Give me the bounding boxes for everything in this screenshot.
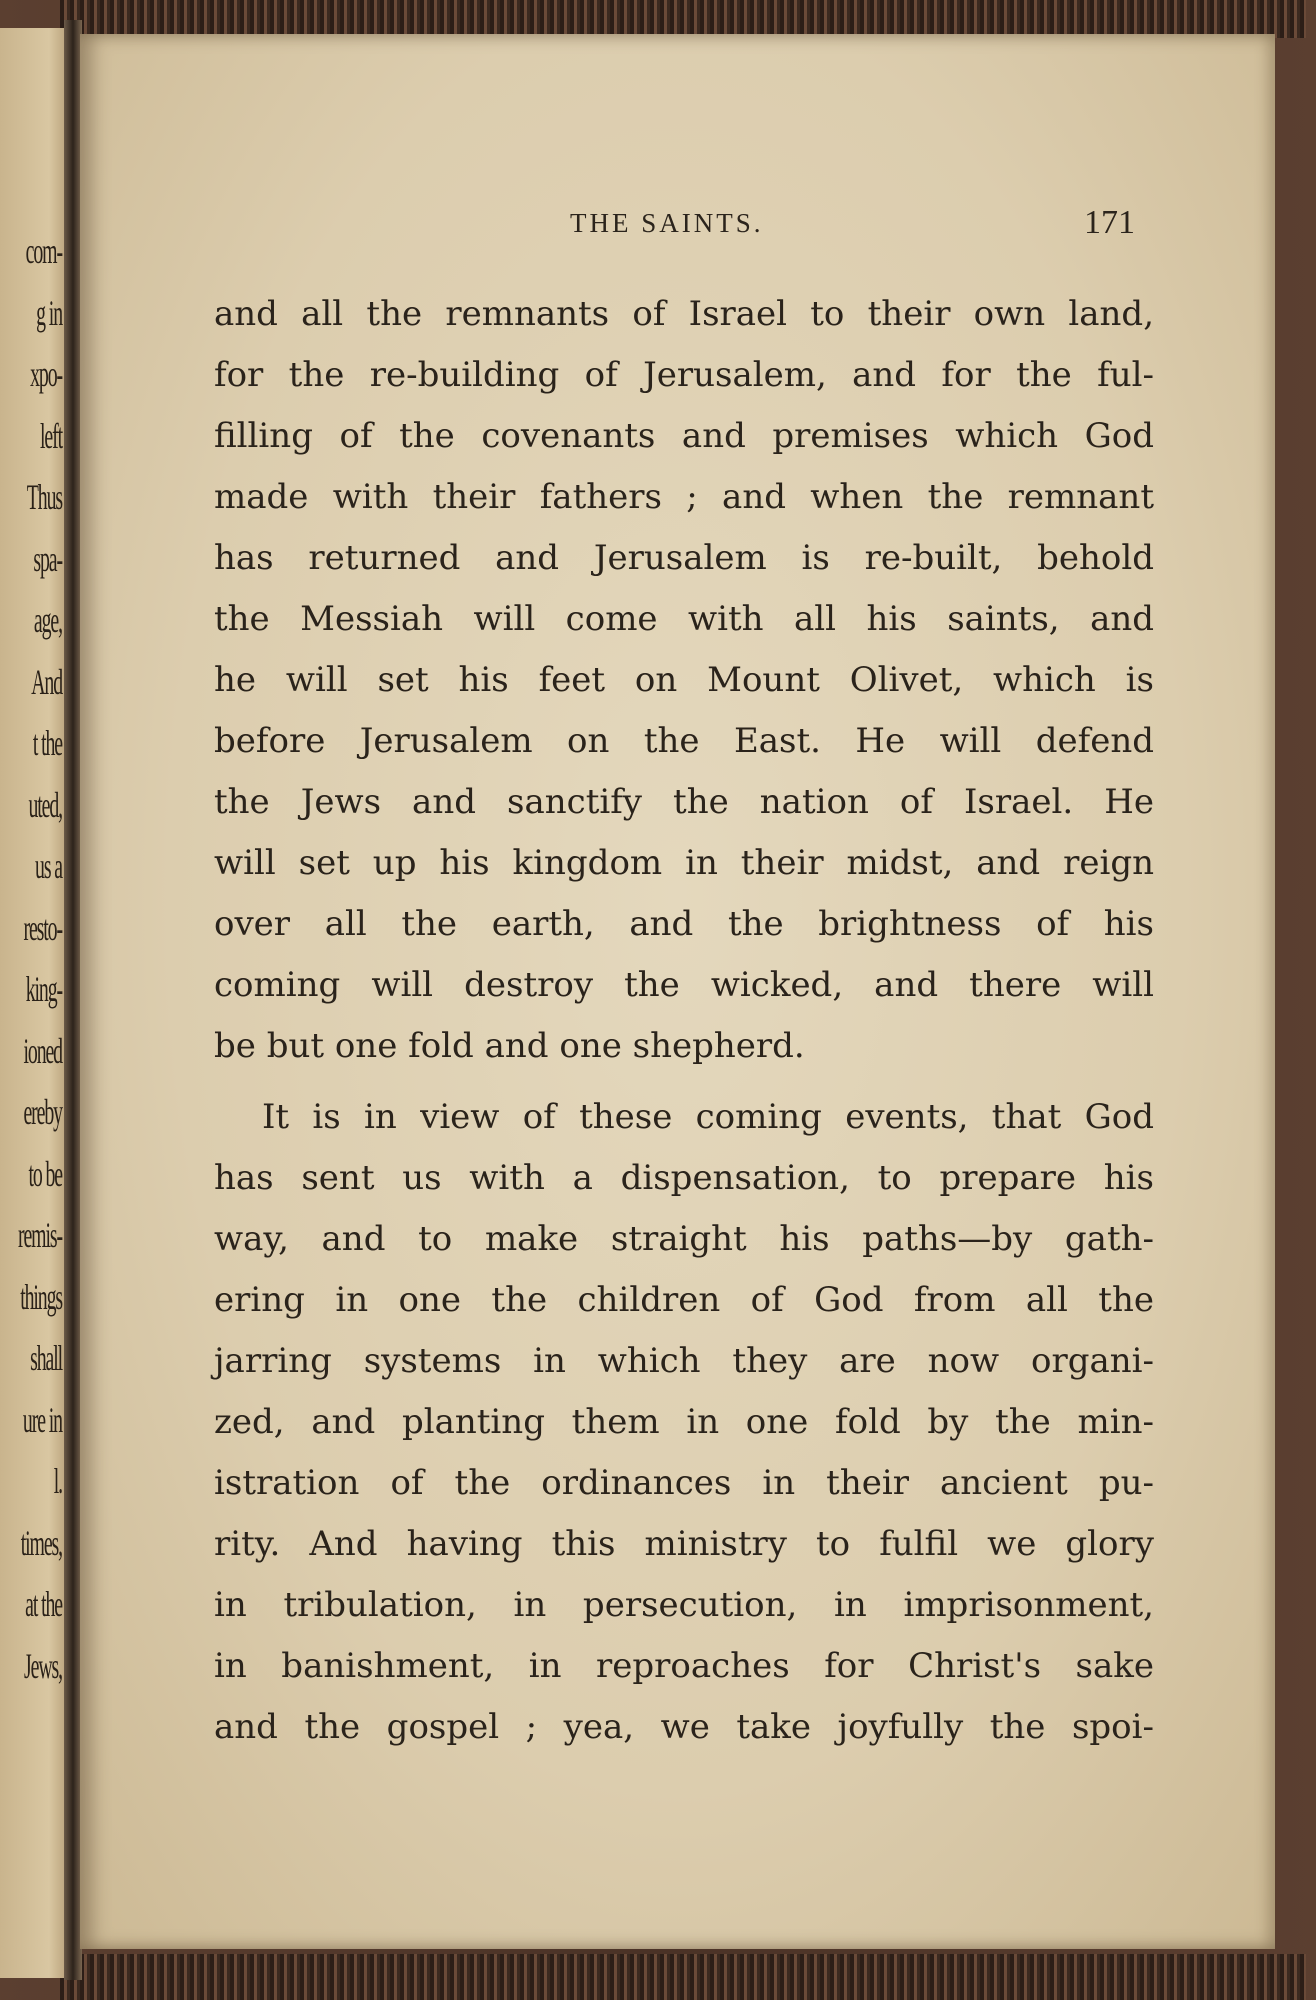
previous-page-text-fragment: uted,	[28, 784, 62, 825]
previous-page-text-fragment: shall	[30, 1338, 62, 1378]
text-line: the Messiah will come with all his saints, and	[214, 599, 1154, 639]
previous-page-text-fragment: us a	[35, 846, 62, 886]
previous-page-text-fragment: Thus	[26, 477, 62, 517]
previous-page-text-fragment: age,	[33, 600, 62, 640]
previous-page-text-fragment: ereby	[23, 1092, 62, 1132]
text-line: way, and to make straight his paths—by gath-	[214, 1219, 1154, 1259]
previous-page-text-fragment: ure in	[22, 1399, 62, 1440]
previous-page-text-fragment: resto-	[23, 907, 62, 948]
body-text	[214, 284, 1154, 1758]
text-line: in banishment, in reproaches for Christ's sake	[214, 1646, 1154, 1686]
previous-page-text-fragment: remis-	[18, 1215, 62, 1255]
running-head: THE SAINTS.	[570, 208, 764, 238]
previous-page-text-fragment: left	[40, 415, 62, 456]
text-line: will set up his kingdom in their midst, and reign	[214, 843, 1154, 883]
previous-page-text-fragment: l.	[53, 1461, 62, 1501]
text-line: before Jerusalem on the East. He will defend	[214, 721, 1154, 761]
previous-page-text-fragment: g in	[36, 292, 62, 333]
text-line: ering in one the children of God from all the	[214, 1280, 1154, 1320]
text-line: istration of the ordinances in their ancient pu-	[214, 1463, 1154, 1503]
text-line: has sent us with a dispensation, to prepare his	[214, 1158, 1154, 1198]
cover-edge-bottom	[60, 1954, 1306, 2000]
cover-edge-top	[60, 0, 1306, 38]
text-line: for the re-building of Jerusalem, and for the ful-	[214, 355, 1154, 395]
book-page	[80, 34, 1275, 1949]
text-line: coming will destroy the wicked, and there will	[214, 965, 1154, 1005]
text-line: over all the earth, and the brightness of his	[214, 904, 1154, 944]
page-number: 171	[1084, 204, 1135, 241]
previous-page-text-fragment: com-	[25, 231, 62, 271]
previous-page-text-fragment: to be	[28, 1153, 62, 1194]
previous-page-text-fragment: things	[20, 1276, 62, 1317]
text-line: has returned and Jerusalem is re-built, behold	[214, 538, 1154, 578]
previous-page-text-fragment: times,	[20, 1522, 62, 1563]
text-line: in tribulation, in persecution, in imprisonment,	[214, 1585, 1154, 1625]
text-line: made with their fathers ; and when the remnant	[214, 477, 1154, 517]
paragraph-1	[214, 284, 1154, 1077]
text-line: be but one fold and one shepherd.	[214, 1026, 805, 1066]
text-line: the Jews and sanctify the nation of Israel. He	[214, 782, 1154, 822]
previous-page-text-fragment: xpo-	[30, 354, 62, 394]
previous-page-text-fragment: t the	[32, 723, 62, 763]
text-line: It is in view of these coming events, that God	[262, 1097, 1154, 1137]
text-line: and the gospel ; yea, we take joyfully the spoi-	[214, 1707, 1154, 1747]
previous-page-text-fragment: spa-	[33, 538, 62, 579]
text-line: filling of the covenants and premises which God	[214, 416, 1154, 456]
paragraph-2	[214, 1087, 1154, 1758]
text-line: jarring systems in which they are now organi-	[214, 1341, 1154, 1381]
previous-page-text-fragment: ioned	[23, 1030, 62, 1071]
previous-page-text-fragment: Jews,	[24, 1645, 62, 1686]
text-line: zed, and planting them in one fold by the min-	[214, 1402, 1154, 1442]
text-line: he will set his feet on Mount Olivet, which is	[214, 660, 1154, 700]
previous-page-text-fragment: And	[31, 661, 62, 702]
previous-page-edge	[0, 28, 70, 1978]
text-line: rity. And having this ministry to fulfil we glory	[214, 1524, 1154, 1564]
previous-page-text-fragment: at the	[25, 1584, 62, 1624]
text-line: and all the remnants of Israel to their own land,	[214, 294, 1154, 334]
previous-page-text-fragment: king-	[25, 969, 62, 1009]
